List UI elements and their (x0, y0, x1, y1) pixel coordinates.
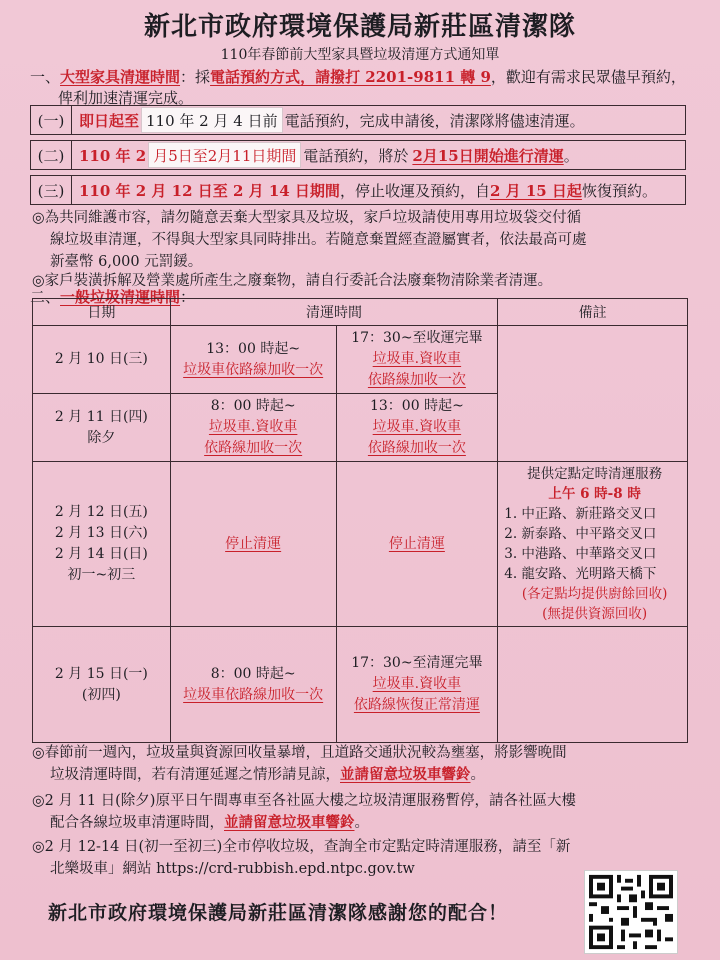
item-number: (一) (31, 106, 72, 134)
notice-line (32, 764, 702, 786)
item-red-text: 即日起至 (79, 111, 140, 130)
section2-prefix: 二、 (30, 288, 61, 306)
notice-renovation: ◎家戶裝潢拆解及營業處所產生之廢棄物，請自行委託合法廢棄物清除業者清運。 (32, 273, 553, 289)
time-cell-pm (336, 394, 498, 462)
item-row-2 (30, 140, 686, 170)
remark-cell (498, 462, 688, 627)
item-red-text: 110 年 2 (79, 146, 147, 165)
section1-heading: 大型家具清運時間 (60, 68, 181, 86)
time-cell-am (170, 394, 336, 462)
thanks-text: 新北市政府環境保護局新莊區清潔隊感謝您的配合！ (48, 902, 509, 924)
item-end: 恢復預約。 (581, 181, 657, 200)
notice-line: ◎春節前一週內，垃圾量與資源回收量暴增，且道路交通狀況較為壅塞，將影響晚間 (32, 745, 567, 761)
remark-point: 3. 中港路、中華路交叉口 (504, 546, 657, 562)
item-red-tail: 2 月 15 日起 (489, 181, 582, 200)
service-text: 垃圾車.資收車 (372, 351, 462, 367)
section1-line2: 俾利加速清運完成。 (58, 89, 194, 107)
notice-dumping (32, 207, 692, 273)
notice-line: ◎為共同維護市容，請勿隨意丟棄大型家具及垃圾，家戶垃圾請使用專用垃圾袋交付循 (32, 210, 582, 226)
date-text: 除夕 (87, 429, 116, 446)
notice-text: 配合各線垃圾車清運時間， (50, 815, 224, 831)
date-text: (初四) (81, 686, 121, 703)
notice-line: 線垃圾車清運，不得與大型家具同時排出。若隨意棄置經查證屬實者，依法最高可處 (50, 232, 587, 248)
table-row (33, 462, 688, 627)
service-text: 垃圾車依路線加收一次 (183, 686, 324, 703)
header-date: 日期 (33, 299, 171, 326)
schedule-table (32, 298, 688, 743)
item-text: 電話預約，完成申請後，清潔隊將儘速清運。 (284, 111, 585, 130)
notice-highlight: 並請留意垃圾車響鈴 (224, 814, 355, 831)
notice-highlight: 並請留意垃圾車響鈴 (340, 766, 471, 783)
table-row (33, 326, 688, 394)
section1-method: 電話預約方式 (210, 68, 301, 86)
service-text: 垃圾車.資收車 (372, 676, 462, 692)
date-cell (33, 462, 171, 627)
notice-line: ◎2 月 11 日(除夕)原平日午間專車至各社區大樓之垃圾清運服務暫停，請各社區大樓 (32, 793, 576, 809)
section1-colon: ：採 (180, 68, 211, 86)
remark-time: 上午 6 時-8 時 (548, 486, 641, 502)
date-cell (33, 326, 171, 394)
table-row (33, 627, 688, 743)
qr-code-icon[interactable] (584, 870, 678, 954)
notice-line: ◎2 月 12-14 日(初一至初三)全市停收垃圾，查詢全市定點定時清運服務，請至「新 (32, 839, 571, 855)
header-remark: 備註 (498, 299, 688, 326)
section1-prefix: 一、 (30, 68, 61, 86)
date-patch: 月5日至2月11日期間 (148, 142, 301, 168)
table-header-row (33, 299, 688, 326)
item-row-3 (30, 175, 686, 205)
date-text: 2 月 14 日(日) (54, 546, 148, 562)
header-time: 清運時間 (170, 299, 497, 326)
service-text: 依路線加收一次 (204, 440, 303, 456)
remark-note: (無提供資源回收) (542, 606, 648, 622)
time-cell-pm (336, 326, 498, 394)
item-number: (二) (31, 141, 72, 169)
date-cell (33, 627, 171, 743)
service-text: 垃圾車依路線加收一次 (183, 361, 324, 378)
section1-line1 (30, 66, 686, 87)
time-text: 8：00 時起~ (210, 665, 296, 682)
time-text: 13：00 時起~ (369, 398, 464, 414)
time-text: 8：00 時起~ (210, 398, 296, 414)
remark-point: 1. 中正路、新莊路交叉口 (504, 506, 657, 522)
stop-text: 停止清運 (225, 535, 282, 552)
item-red-tail: 2月15日開始進行清運 (412, 146, 564, 165)
item-text: 電話預約，將於 (303, 146, 409, 165)
section2-heading: 一般垃圾清運時間 (60, 288, 181, 306)
item-number: (三) (31, 176, 72, 204)
notice-line: 新臺幣 6,000 元罰鍰。 (50, 254, 203, 270)
date-text: 2 月 10 日(三) (54, 351, 148, 367)
time-text: 13：00 時起~ (206, 340, 301, 357)
remark-cell-empty (498, 627, 688, 743)
date-text: 2 月 11 日(四) (54, 408, 148, 425)
service-text: 依路線加收一次 (367, 372, 466, 388)
footer-notice-2 (32, 790, 702, 834)
notice-text: 。 (354, 815, 369, 831)
remark-point: 4. 龍安路、光明路天橋下 (504, 566, 657, 582)
section2-colon: ： (180, 288, 196, 306)
footer-notice-1 (32, 742, 702, 786)
remark-point: 2. 新泰路、中平路交叉口 (504, 526, 657, 542)
section1-tail: ，歡迎有需求民眾儘早預約， (490, 68, 686, 86)
time-cell-am (170, 326, 336, 394)
time-cell-pm (336, 462, 498, 627)
remark-note: (各定點均提供廚餘回收) (521, 586, 668, 602)
service-text: 垃圾車.資收車 (372, 419, 462, 435)
notice-line (32, 812, 702, 834)
service-text: 依路線加收一次 (367, 440, 466, 456)
service-text: 垃圾車.資收車 (208, 419, 298, 435)
remark-title: 提供定點定時清運服務 (527, 466, 663, 482)
item-end: 。 (563, 146, 579, 165)
time-text: 17：30~至清運完畢 (351, 655, 483, 671)
stop-text: 停止清運 (388, 535, 445, 552)
time-cell-am (170, 462, 336, 627)
date-text: 2 月 13 日(六) (54, 525, 148, 541)
section1-phone: ，請撥打 2201-9811 轉 9 (300, 68, 491, 86)
item-red-text: 110 年 2 月 12 日至 2 月 14 日期間 (79, 181, 340, 200)
service-text: 依路線恢復正常清運 (353, 697, 480, 713)
date-patch: 110 年 2 月 4 日前 (141, 107, 283, 133)
date-cell (33, 394, 171, 462)
date-text: 初一~初三 (67, 567, 136, 583)
website-line: 北樂圾車」網站 https://crd-rubbish.epd.ntpc.gov.tw (50, 861, 415, 877)
time-cell-pm (336, 627, 498, 743)
time-text: 17：30~至收運完畢 (351, 330, 483, 346)
date-text: 2 月 12 日(五) (54, 504, 148, 520)
page-subtitle: 110年春節前大型家具暨垃圾清運方式通知單 (220, 47, 500, 63)
date-text: 2 月 15 日(一) (54, 665, 148, 682)
remark-cell-empty (498, 326, 688, 462)
time-cell-am (170, 627, 336, 743)
item-text: ，停止收運及預約，自 (339, 181, 490, 200)
item-row-1 (30, 105, 686, 135)
page-title: 新北市政府環境保護局新莊區清潔隊 (143, 12, 576, 42)
notice-text: 垃圾清運時間，若有清運延遲之情形請見諒， (50, 767, 340, 783)
notice-text: 。 (470, 767, 485, 783)
